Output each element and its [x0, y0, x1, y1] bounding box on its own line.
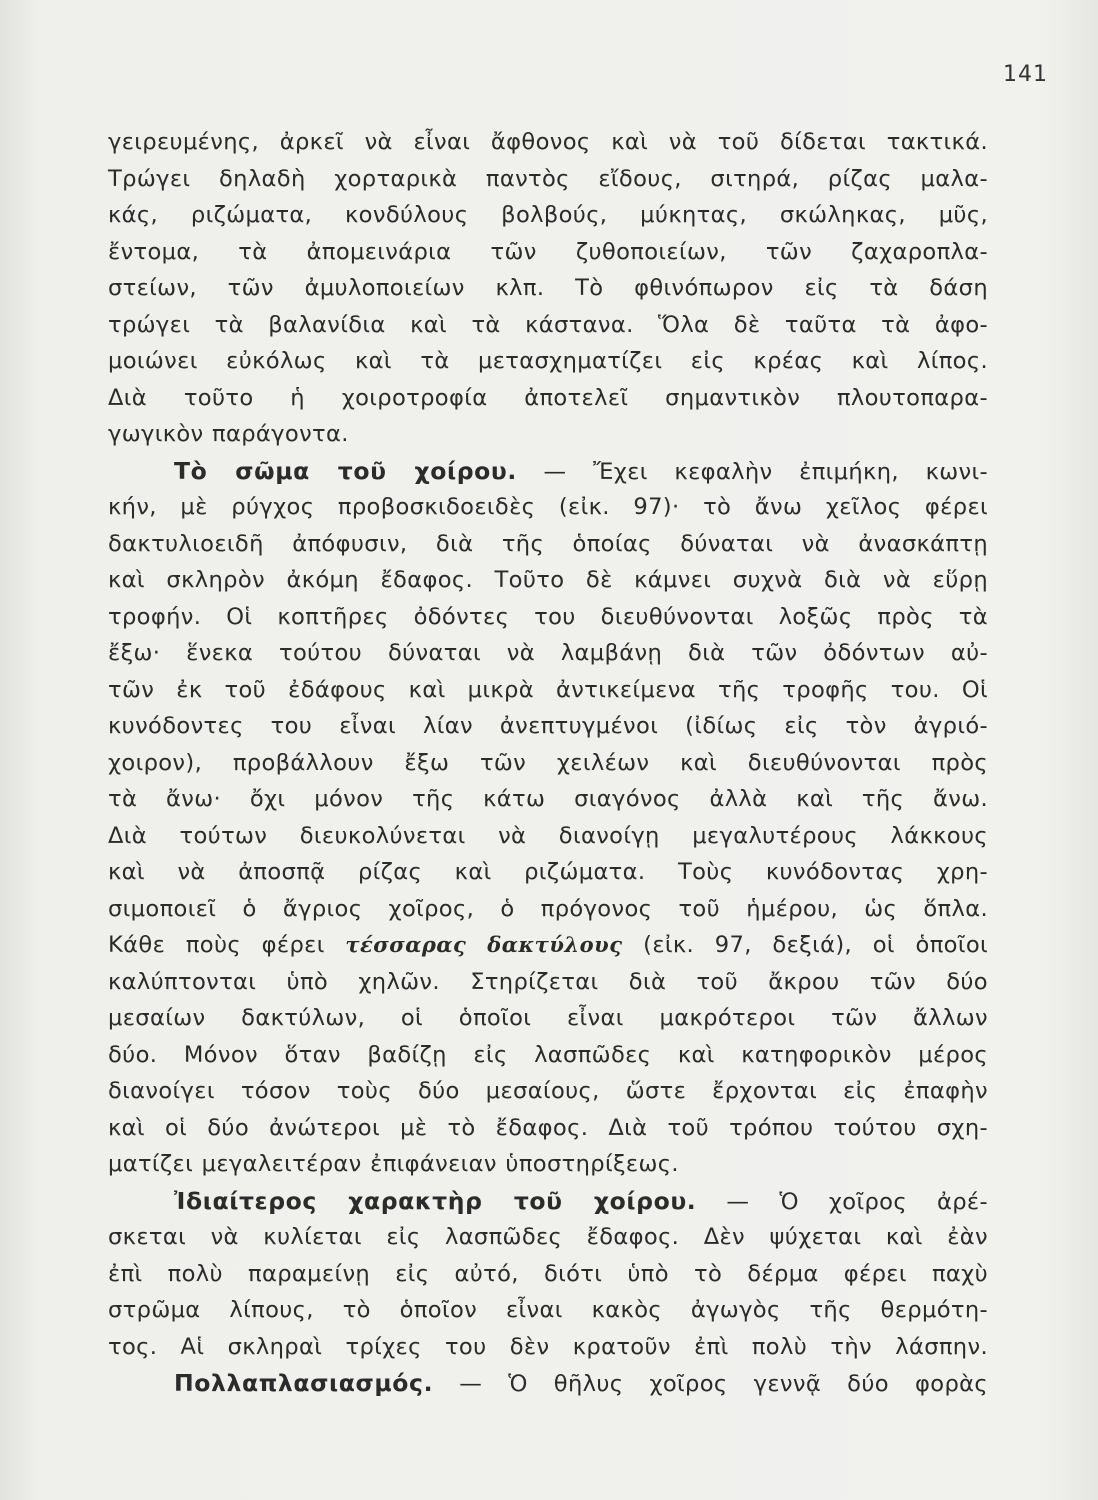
text-line: μεσαίων δακτύλων, οἱ ὁποῖοι εἶναι μακρότεροι τῶν ἄλλων [108, 1005, 988, 1031]
section-heading-character: Ἰδιαίτερος χαρακτὴρ τοῦ χοίρου. [174, 1186, 697, 1215]
text-line: διανοίγει τόσον τοὺς δύο μεσαίους, ὥστε ἔρχονται εἰς ἐπαφὴν [108, 1078, 988, 1104]
text-line: τροφήν. Οἱ κοπτῆρες ὀδόντες του διευθύνονται λοξῶς πρὸς τὰ [108, 603, 988, 630]
section-heading-body: Τὸ σῶμα τοῦ χοίρου. [174, 456, 517, 485]
emphasized-term: τέσσαρας δακτύλους [345, 932, 623, 957]
text-run: — Ἔχει κεφαλὴν ἐπιμήκη, κωνι- [516, 458, 988, 485]
text-line: σιμοποιεῖ ὁ ἄγριος χοῖρος, ὁ πρόγονος τοῦ ἡμέρου, ὡς ὅπλα. [108, 895, 988, 922]
text-line: ἐπὶ πολὺ παραμείνῃ εἰς αὐτό, διότι ὑπὸ τὸ δέρμα φέρει παχὺ [108, 1260, 988, 1287]
text-line [108, 927, 988, 964]
text-line: σκεται νὰ κυλίεται εἰς λασπῶδες ἔδαφος. Δὲν ψύχεται καὶ ἐὰν [108, 1224, 988, 1250]
section-heading-line [108, 1183, 988, 1220]
text-line: δύο. Μόνον ὅταν βαδίζῃ εἰς λασπῶδες καὶ κατηφορικὸν μέρος [108, 1041, 988, 1068]
text-line: κήν, μὲ ρύγχος προβοσκιδοειδὲς (εἰκ. 97)· τὸ ἄνω χεῖλος φέρει [108, 494, 988, 520]
text-line: ἔξω· ἕνεκα τούτου δύναται νὰ λαμβάνῃ διὰ τῶν ὀδόντων αὐ- [108, 640, 988, 666]
text-run: Κάθε ποὺς φέρει [108, 932, 346, 958]
text-line: καὶ νὰ ἀποσπᾷ ρίζας καὶ ριζώματα. Τοὺς κυνόδοντας χρη- [108, 859, 988, 885]
text-line: Τρώγει δηλαδὴ χορταρικὰ παντὸς εἴδους, σιτηρά, ρίζας μαλα- [108, 165, 988, 192]
text-line: μοιώνει εὐκόλως καὶ τὰ μετασχηματίζει εἰς κρέας καὶ λίπος. [108, 348, 988, 374]
text-run: (εἰκ. 97, δεξιά), οἱ ὁποῖοι [622, 932, 988, 958]
text-run: — Ὁ θῆλυς χοῖρος γεννᾷ δύο φορὰς [433, 1371, 988, 1397]
text-line: καὶ οἱ δύο ἀνώτεροι μὲ τὸ ἔδαφος. Διὰ τοῦ τρόπου τούτου σχη- [108, 1114, 988, 1141]
text-line: χοιρον), προβάλλουν ἔξω τῶν χειλέων καὶ διευθύνονται πρὸς [108, 749, 988, 776]
text-line: καὶ σκληρὸν ἀκόμη ἔδαφος. Τοῦτο δὲ κάμνει συχνὰ διὰ νὰ εὕρῃ [108, 567, 988, 593]
text-line: κυνόδοντες του εἶναι λίαν ἀνεπτυγμένοι (ἰδίως εἰς τὸν ἀγριό- [108, 713, 988, 739]
page-number: 141 [1003, 62, 1048, 87]
text-line: ἔντομα, τὰ ἀπομεινάρια τῶν ζυθοποιείων, τῶν ζαχαροπλα- [108, 238, 988, 265]
text-line: τὰ ἄνω· ὄχι μόνον τῆς κάτω σιαγόνος ἀλλὰ καὶ τῆς ἄνω. [108, 786, 988, 812]
section-heading-line [108, 453, 988, 490]
text-line: στείων, τῶν ἀμυλοποιείων κλπ. Τὸ φθινόπωρον εἰς τὰ δάση [108, 275, 988, 301]
text-line: κάς, ριζώματα, κονδύλους βολβούς, μύκητας, σκώληκας, μῦς, [108, 202, 988, 228]
text-line: ματίζει μεγαλειτέραν ἐπιφάνειαν ὑποστηρίξεως. [108, 1151, 679, 1177]
text-run: — Ὁ χοῖρος ἀρέ- [696, 1188, 988, 1215]
text-line: τῶν ἐκ τοῦ ἐδάφους καὶ μικρὰ ἀντικείμενα τῆς τροφῆς του. Οἱ [108, 676, 988, 703]
text-line: καλύπτονται ὑπὸ χηλῶν. Στηρίζεται διὰ τοῦ ἄκρου τῶν δύο [108, 968, 988, 995]
section-heading-reproduction: Πολλαπλασιασμός. [174, 1369, 434, 1397]
text-line: Διὰ τοῦτο ἡ χοιροτροφία ἀποτελεῖ σημαντικὸν πλουτοπαρα- [108, 384, 988, 411]
text-line: δακτυλιοειδῆ ἀπόφυσιν, διὰ τῆς ὁποίας δύναται νὰ ἀνασκάπτῃ [108, 530, 988, 557]
text-line: γωγικὸν παράγοντα. [108, 421, 349, 447]
text-line: τος. Αἱ σκληραὶ τρίχες του δὲν κρατοῦν ἐπὶ πολὺ τὴν λάσπην. [108, 1333, 988, 1360]
body-text [108, 124, 988, 1402]
section-heading-line [108, 1365, 988, 1402]
text-line: στρῶμα λίπους, τὸ ὁποῖον εἶναι κακὸς ἀγωγὸς τῆς θερμότη- [108, 1297, 988, 1323]
text-line: τρώγει τὰ βαλανίδια καὶ τὰ κάστανα. Ὅλα δὲ ταῦτα τὰ ἀφο- [108, 311, 988, 338]
text-line: γειρευμένης, ἀρκεῖ νὰ εἶναι ἄφθονος καὶ νὰ τοῦ δίδεται τακτικά. [108, 129, 988, 155]
text-line: Διὰ τούτων διευκολύνεται νὰ διανοίγῃ μεγαλυτέρους λάκκους [108, 822, 988, 849]
